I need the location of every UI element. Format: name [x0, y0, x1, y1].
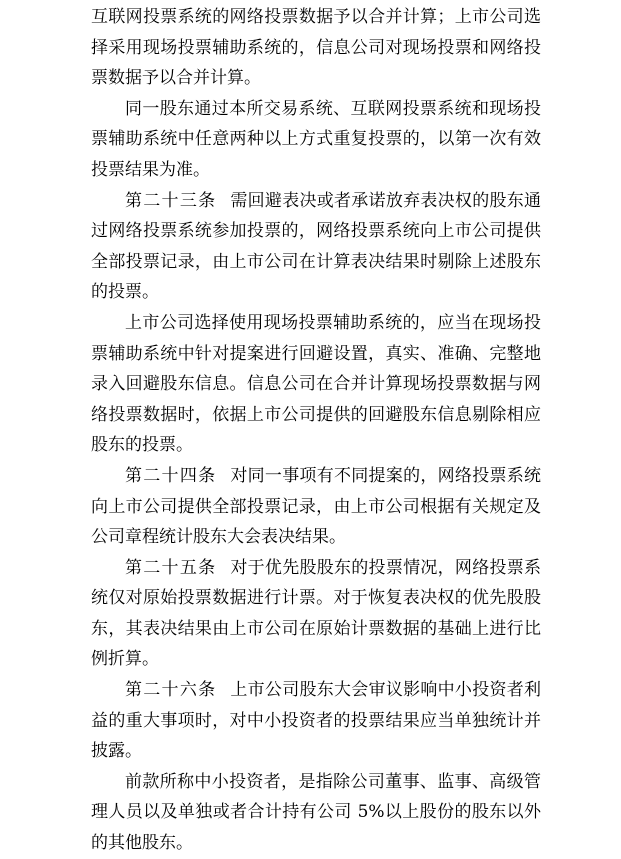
article-23: [91, 186, 541, 308]
article-26: [91, 675, 541, 767]
paragraph-text: 同一股东通过本所交易系统、互联网投票系统和现场投票辅助系统中任意两种以上方式重复投票的，以第一次有效投票结果为准。: [91, 98, 541, 180]
paragraph-duplicate-vote: [91, 94, 541, 186]
article-number: 第二十三条: [125, 190, 217, 211]
article-24: [91, 461, 541, 553]
article-number: 第二十六条: [125, 680, 217, 701]
paragraph-text: 对于优先股股东的投票情况，网络投票系统仅对原始投票数据进行计票。对于恢复表决权的优先股股东，其表决结果由上市公司在原始计票数据的基础上进行比例折算。: [91, 557, 542, 670]
paragraph-avoidance-setting: [91, 308, 541, 461]
paragraph-minority-investors: [91, 767, 541, 859]
paragraph-text: 需回避表决或者承诺放弃表决权的股东通过网络投票系统参加投票的，网络投票系统向上市公司提供全部投票记录，由上市公司在计算表决结果时剔除上述股东的投票。: [91, 190, 542, 303]
article-25: [91, 553, 541, 675]
paragraph-text: 互联网投票系统的网络投票数据予以合并计算；上市公司选择采用现场投票辅助系统的，信息公司对现场投票和网络投票数据予以合并计算。: [91, 7, 541, 89]
paragraph-text: 前款所称中小投资者，是指除公司董事、监事、高级管理人员以及单独或者合计持有公司 5%以上股份的股东以外的其他股东。: [91, 771, 541, 854]
paragraph-continued: [91, 2, 541, 94]
article-number: 第二十四条: [125, 465, 217, 486]
document-body: [91, 2, 541, 859]
paragraph-text: 对同一事项有不同提案的，网络投票系统向上市公司提供全部投票记录，由上市公司根据有关规定及公司章程统计股东大会表决结果。: [91, 465, 542, 548]
paragraph-text: 上市公司股东大会审议影响中小投资者利益的重大事项时，对中小投资者的投票结果应当单独统计并披露。: [91, 680, 542, 762]
article-number: 第二十五条: [125, 557, 217, 578]
paragraph-text: 上市公司选择使用现场投票辅助系统的，应当在现场投票辅助系统中针对提案进行回避设置，真实、准确、完整地录入回避股东信息。信息公司在合并计算现场投票数据与网络投票数据时，依据上市公司提供的回避股东信息剔除相应股东的投票。: [91, 312, 541, 456]
